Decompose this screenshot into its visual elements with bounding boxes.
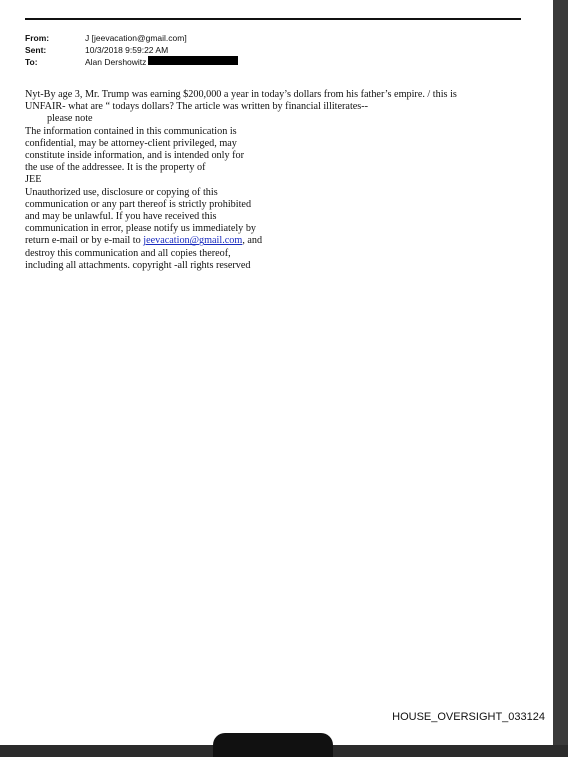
notice-line: including all attachments. copyright -all rights reserved [25, 259, 251, 271]
email-link[interactable]: jeevacation@gmail.com [143, 235, 243, 247]
sent-label: Sent: [25, 45, 47, 55]
bates-number: HOUSE_OVERSIGHT_033124 [392, 711, 545, 723]
return-suffix: , and [242, 235, 263, 247]
redaction-box [148, 56, 238, 65]
notice-line [25, 235, 530, 247]
notice-line: The information contained in this communication is [25, 125, 237, 137]
notice-line: Unauthorized use, disclosure or copying of this [25, 186, 218, 198]
body-line: please note [47, 113, 93, 125]
notice-line: confidential, may be attorney-client privileged, may [25, 137, 237, 149]
email-header [25, 32, 238, 68]
notice-line: constitute inside information, and is intended only for [25, 150, 244, 162]
from-row [25, 32, 238, 44]
from-label: From: [25, 33, 50, 43]
notice-line: communication in error, please notify us immediately by [25, 223, 257, 235]
viewer-dock-handle[interactable] [213, 733, 333, 757]
to-value: Alan Dershowitz [85, 57, 147, 67]
body-line: UNFAIR- what are “ todays dollars? The article was written by financial illiterates-- [25, 101, 369, 113]
viewer-scrollbar[interactable] [553, 0, 568, 745]
notice-line: and may be unlawful. If you have received this [25, 211, 217, 223]
body-line: Nyt-By age 3, Mr. Trump was earning $200,000 a year in today’s dollars from his father’s empire. / this is [25, 89, 457, 100]
to-row [25, 56, 238, 68]
sent-value: 10/3/2018 9:59:22 AM [85, 45, 169, 55]
sent-row [25, 44, 238, 56]
from-value: J [jeevacation@gmail.com] [85, 33, 187, 43]
notice-line: destroy this communication and all copies thereof, [25, 247, 231, 259]
return-prefix: return e-mail or by e-mail to [25, 235, 144, 247]
to-label: To: [25, 57, 38, 67]
notice-line: communication or any part thereof is strictly prohibited [25, 198, 252, 210]
top-rule [25, 18, 521, 20]
email-body [25, 89, 530, 272]
notice-line: the use of the addressee. It is the property of [25, 162, 206, 174]
notice-line: JEE [25, 174, 42, 186]
